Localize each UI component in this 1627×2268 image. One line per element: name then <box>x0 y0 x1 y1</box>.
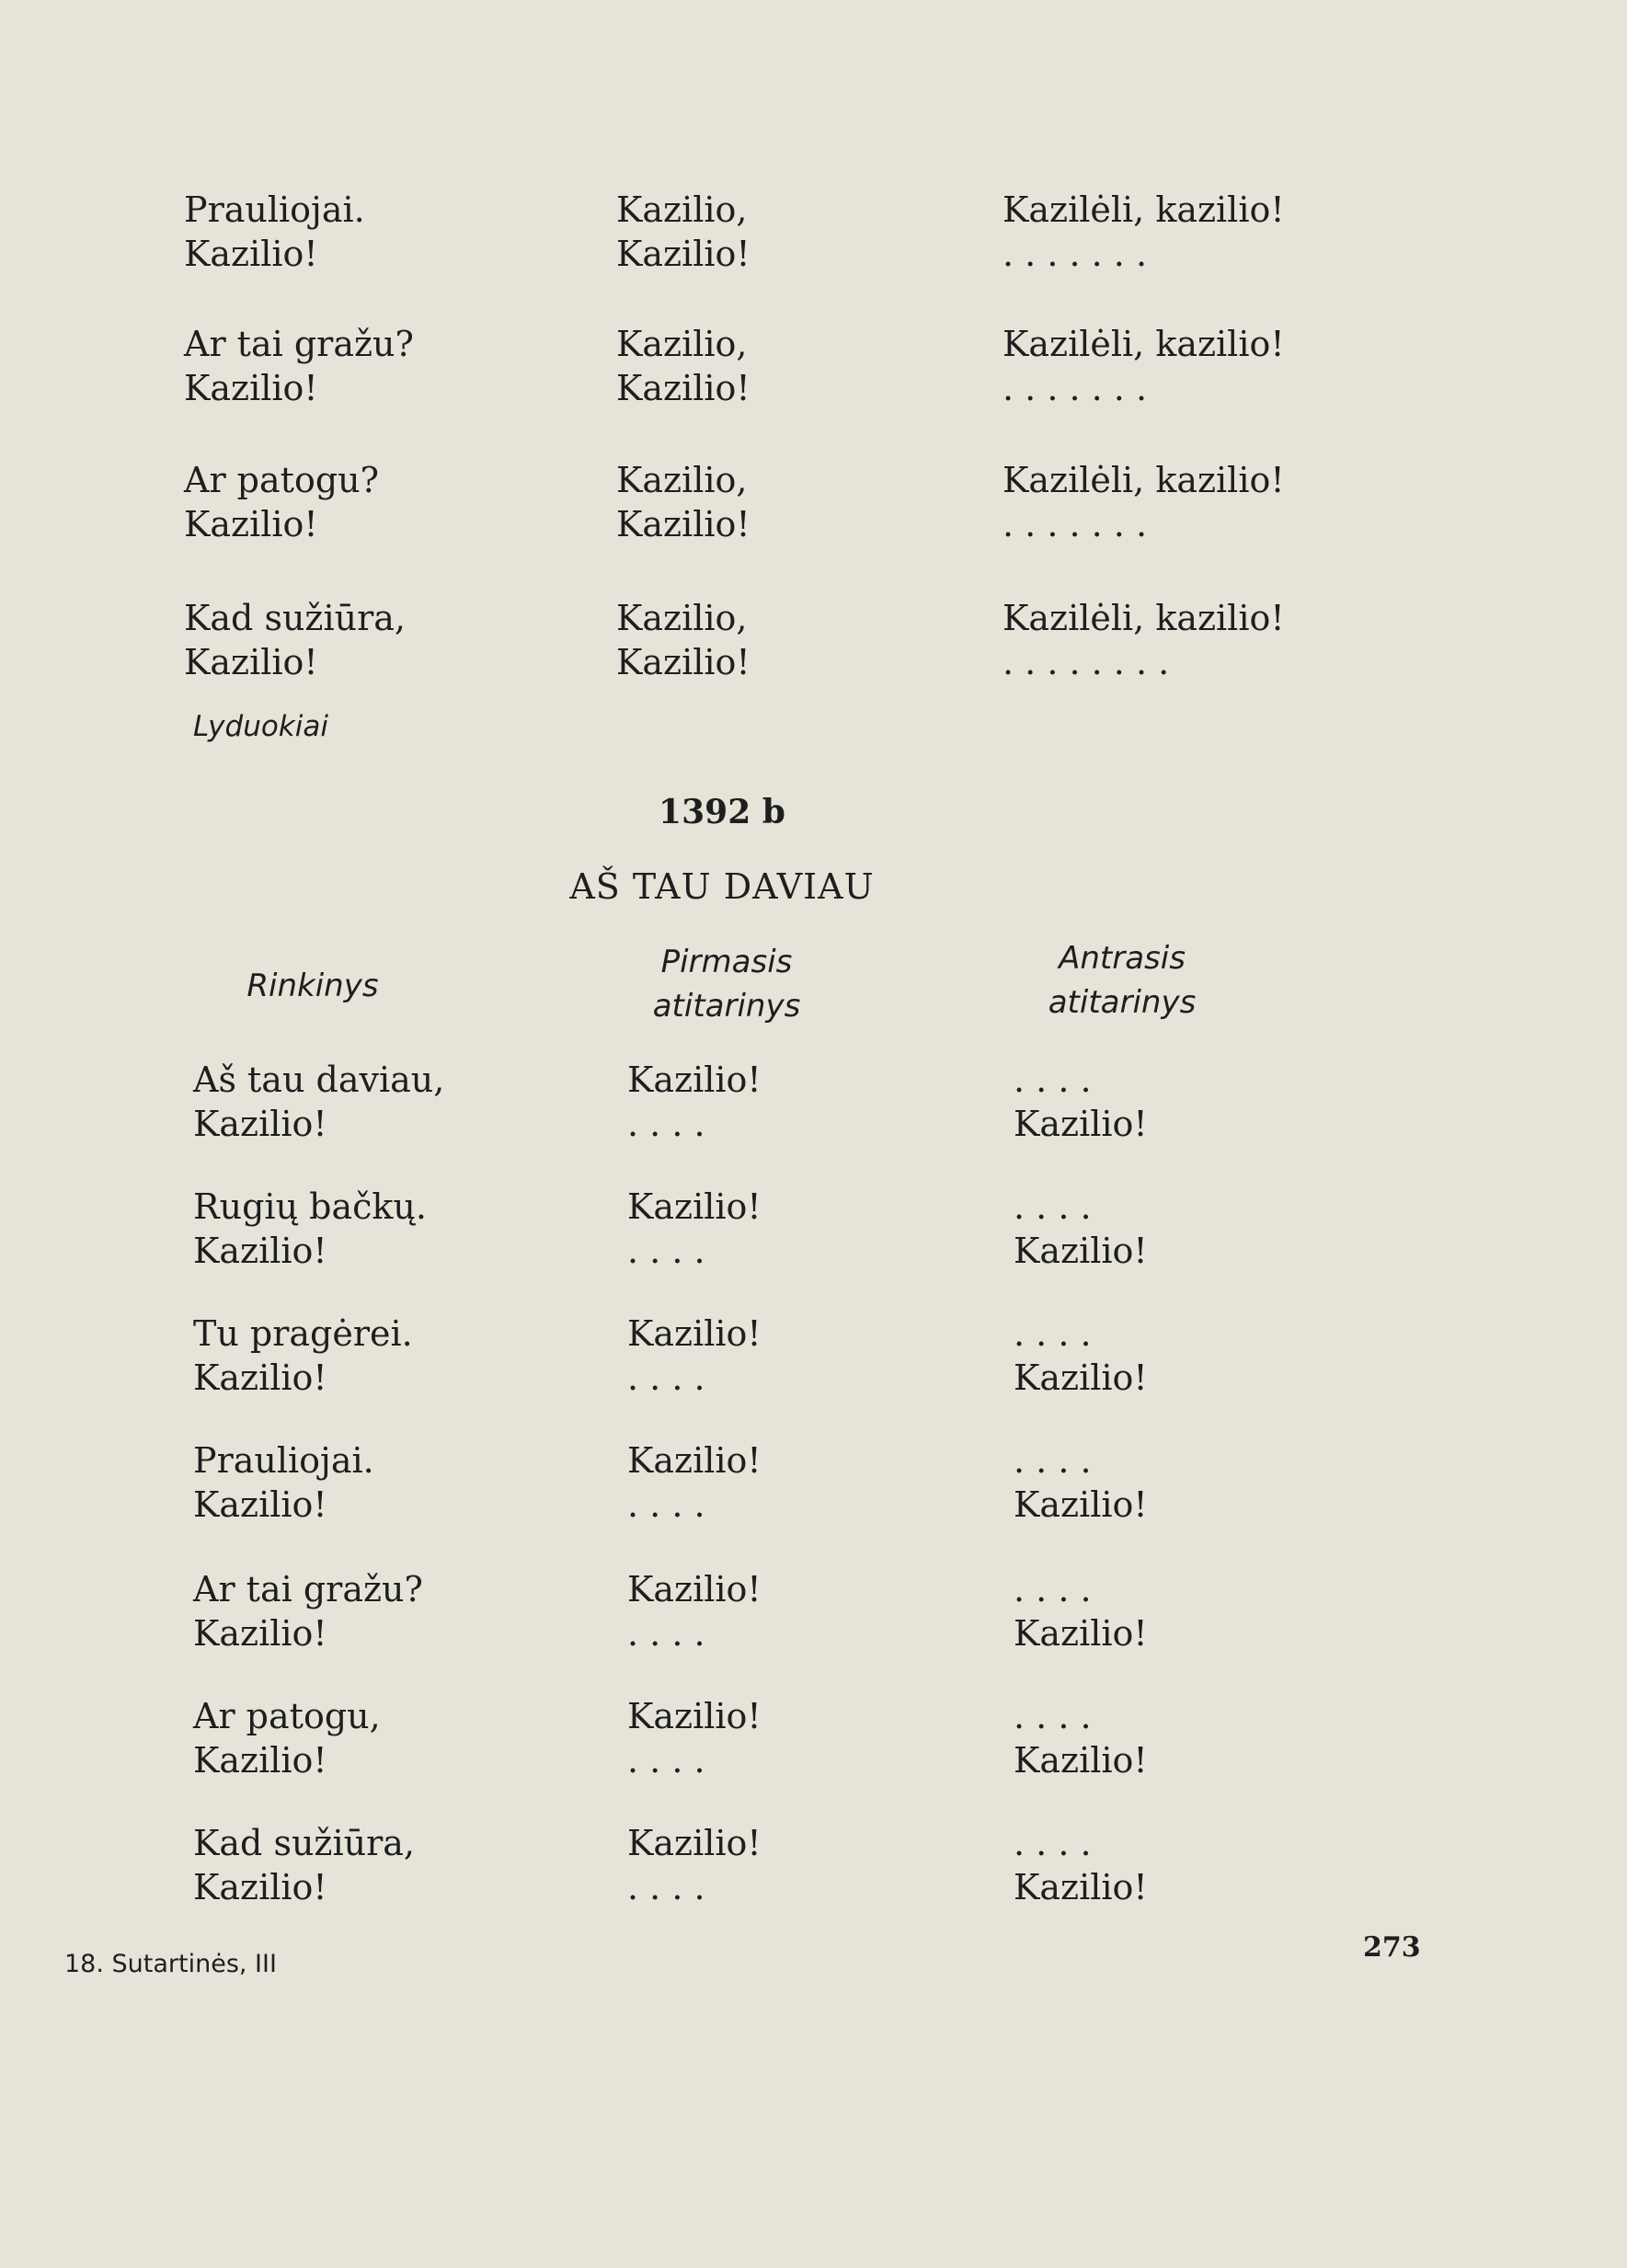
rinkinys-cell: Prauliojai. Kazilio! <box>184 189 365 274</box>
pirmasis-cell: Kazilio! . . . . <box>627 1696 762 1781</box>
antrasis-cell: . . . . Kazilio! <box>1014 1186 1148 1271</box>
song-stanza <box>0 1185 1627 1277</box>
top-stanza <box>0 322 1627 414</box>
pirmasis-cell: Kazilio, Kazilio! <box>616 324 750 408</box>
antrasis-cell: Kazilėli, kazilio! . . . . . . . . <box>1003 598 1285 682</box>
song-stanza <box>0 1438 1627 1530</box>
header-rinkinys: Rinkinys <box>246 968 379 1004</box>
song-stanza <box>0 1312 1627 1403</box>
antrasis-cell: . . . . Kazilio! <box>1014 1060 1148 1144</box>
rinkinys-cell: Ar tai gražu? Kazilio! <box>184 324 414 408</box>
pirmasis-cell: Kazilio! . . . . <box>627 1823 762 1907</box>
signature-footer: 18. Sutartinės, III <box>64 1950 277 1978</box>
song-stanza <box>0 1694 1627 1786</box>
rinkinys-cell: Rugių bačkų. Kazilio! <box>193 1186 427 1271</box>
rinkinys-cell: Aš tau daviau, Kazilio! <box>193 1060 445 1144</box>
header-pirmasis-atitarinys: Pirmasis atitarinys <box>652 944 801 1025</box>
page-number: 273 <box>1363 1931 1421 1964</box>
rinkinys-cell: Prauliojai. Kazilio! <box>193 1440 374 1525</box>
rinkinys-cell: Ar patogu, Kazilio! <box>193 1696 381 1781</box>
song-stanza <box>0 1567 1627 1659</box>
pirmasis-cell: Kazilio! . . . . <box>627 1313 762 1398</box>
song-stanza <box>0 1821 1627 1913</box>
top-stanza <box>0 596 1627 688</box>
rinkinys-cell: Kad sužiūra, Kazilio! <box>193 1823 415 1907</box>
song-stanza <box>0 1058 1627 1150</box>
pirmasis-cell: Kazilio! . . . . <box>627 1440 762 1525</box>
rinkinys-cell: Ar tai gražu? Kazilio! <box>193 1569 423 1654</box>
pirmasis-cell: Kazilio! . . . . <box>627 1569 762 1654</box>
pirmasis-cell: Kazilio, Kazilio! <box>616 598 750 682</box>
header-antrasis-atitarinys: Antrasis atitarinys <box>1048 940 1197 1021</box>
pirmasis-cell: Kazilio! . . . . <box>627 1186 762 1271</box>
antrasis-cell: Kazilėli, kazilio! . . . . . . . <box>1003 460 1285 544</box>
rinkinys-cell: Ar patogu? Kazilio! <box>184 460 379 544</box>
singer-location-label: Lyduokiai <box>193 710 328 743</box>
antrasis-cell: Kazilėli, kazilio! . . . . . . . <box>1003 189 1285 274</box>
antrasis-cell: . . . . Kazilio! <box>1014 1696 1148 1781</box>
antrasis-cell: . . . . Kazilio! <box>1014 1823 1148 1907</box>
song-number: 1392 b <box>659 793 785 831</box>
pirmasis-cell: Kazilio, Kazilio! <box>616 189 750 274</box>
antrasis-cell: . . . . Kazilio! <box>1014 1569 1148 1654</box>
song-title: AŠ TAU DAVIAU <box>569 866 875 907</box>
rinkinys-cell: Tu pragėrei. Kazilio! <box>193 1313 413 1398</box>
rinkinys-cell: Kad sužiūra, Kazilio! <box>184 598 406 682</box>
antrasis-cell: . . . . Kazilio! <box>1014 1313 1148 1398</box>
top-stanza <box>0 188 1627 280</box>
pirmasis-cell: Kazilio! . . . . <box>627 1060 762 1144</box>
antrasis-cell: . . . . Kazilio! <box>1014 1440 1148 1525</box>
antrasis-cell: Kazilėli, kazilio! . . . . . . . <box>1003 324 1285 408</box>
pirmasis-cell: Kazilio, Kazilio! <box>616 460 750 544</box>
top-stanza <box>0 458 1627 550</box>
